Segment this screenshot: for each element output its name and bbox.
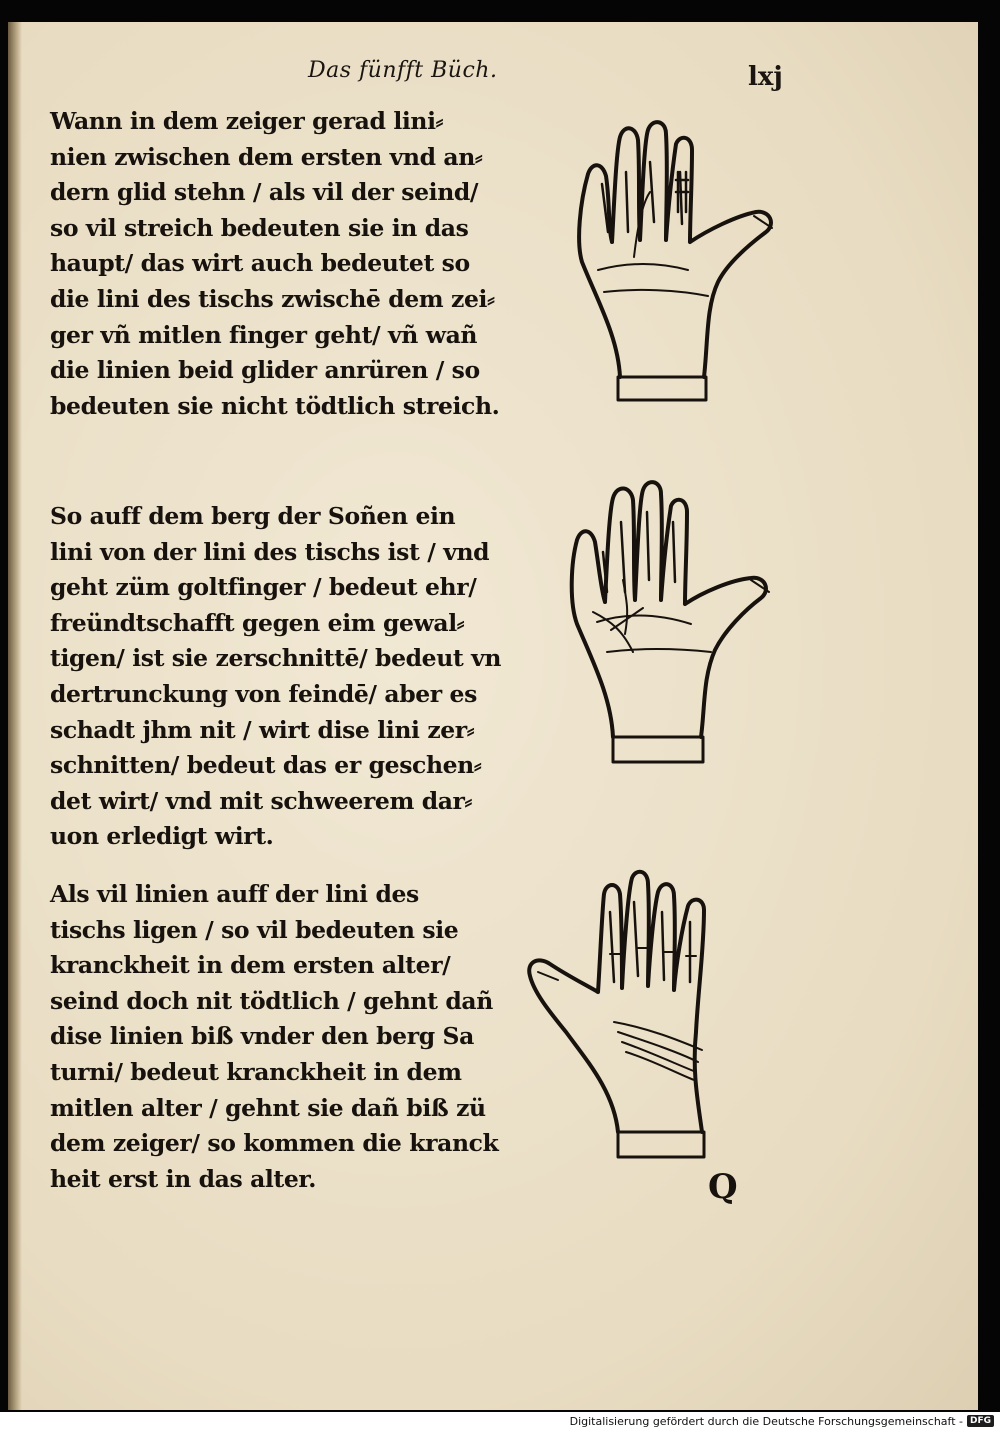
paragraph-2 <box>50 499 540 855</box>
folio-number: lxj <box>748 62 783 92</box>
text-line: freündtschafft gegen eim gewal⸗ <box>50 608 465 637</box>
text-line: tigen/ ist sie zerschnittē/ bedeut vn <box>50 644 502 673</box>
paragraph-1 <box>50 104 540 424</box>
text-line: lini von der lini des tischs ist / vnd <box>50 537 490 566</box>
dfg-logo: DFG <box>967 1415 994 1427</box>
text-line: schadt jhm nit / wirt dise lini zer⸗ <box>50 715 475 744</box>
text-line: geht züm goltfinger / bedeut ehr/ <box>50 573 477 602</box>
text-line: kranckheit in dem ersten alter/ <box>50 951 451 980</box>
text-line: schnitten/ bedeut das er geschen⸗ <box>50 751 482 780</box>
text-line: dise linien biß vnder den berg Sa <box>50 1022 474 1051</box>
palm-diagram-2 <box>563 462 803 782</box>
text-line: tischs ligen / so vil bedeuten sie <box>50 915 459 944</box>
text-line: so vil streich bedeuten sie in das <box>50 213 469 242</box>
page-gutter <box>8 22 22 1410</box>
text-line: dem zeiger/ so kommen die kranck <box>50 1129 499 1158</box>
text-line: die lini des tischs zwischē dem zei⸗ <box>50 284 495 313</box>
digitization-footer <box>570 1412 994 1430</box>
text-line: Als vil linien auff der lini des <box>50 880 419 908</box>
text-line: uon erledigt wirt. <box>50 822 274 851</box>
text-line: det wirt/ vnd mit schweerem dar⸗ <box>50 786 472 815</box>
text-line: turni/ bedeut kranckheit in dem <box>50 1057 462 1086</box>
text-line: heit erst in das alter. <box>50 1164 317 1193</box>
paragraph-3 <box>50 877 540 1197</box>
text-line: haupt/ das wirt auch bedeutet so <box>50 249 470 278</box>
running-head: Das fünfft Büch. <box>308 58 498 83</box>
text-line: mitlen alter / gehnt sie dañ biß zü <box>50 1093 486 1122</box>
footer-credit-text: Digitalisierung gefördert durch die Deutsche Forschungsgemeinschaft - <box>569 1414 963 1428</box>
text-line: dern glid stehn / als vil der seind/ <box>50 178 479 207</box>
book-page <box>8 22 978 1410</box>
text-line: seind doch nit tödtlich / gehnt dañ <box>50 986 493 1015</box>
palm-diagram-3 <box>518 852 778 1162</box>
text-line: dertrunckung von feindē/ aber es <box>50 679 477 708</box>
text-line: nien zwischen dem ersten vnd an⸗ <box>50 142 483 171</box>
text-line: So auff dem berg der Soñen ein <box>50 502 456 530</box>
text-line: ger vñ mitlen finger geht/ vñ wañ <box>50 320 478 349</box>
text-line: die linien beid glider anrüren / so <box>50 356 480 385</box>
text-line: Wann in dem zeiger gerad lini⸗ <box>50 107 444 135</box>
text-line: bedeuten sie nicht tödtlich streich. <box>50 391 500 420</box>
palm-diagram-1 <box>568 112 808 422</box>
signature-mark: Q <box>708 1167 738 1207</box>
